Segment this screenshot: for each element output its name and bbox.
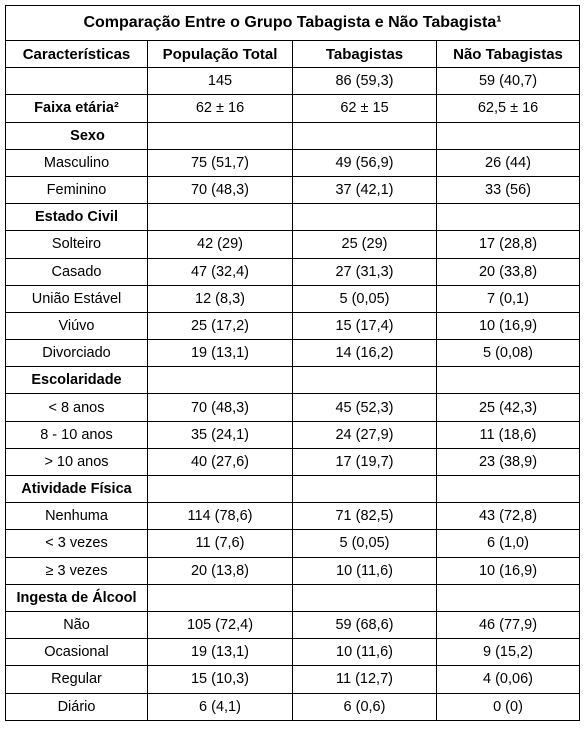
totals-row: [6, 68, 580, 95]
row-label: > 10 anos: [6, 448, 148, 475]
cell-total: 25 (17,2): [148, 312, 293, 339]
empty-cell: [148, 367, 293, 394]
empty-cell: [437, 476, 580, 503]
cell-non-smokers: 5 (0,08): [437, 340, 580, 367]
row-label: Viúvo: [6, 312, 148, 339]
cell-non-smokers: 17 (28,8): [437, 231, 580, 258]
cell-total: 15 (10,3): [148, 666, 293, 693]
cell-non-smokers: 6 (1,0): [437, 530, 580, 557]
table-row: [6, 394, 580, 421]
cell-non-smokers: 43 (72,8): [437, 503, 580, 530]
empty-cell: [148, 122, 293, 149]
cell-total: 20 (13,8): [148, 557, 293, 584]
table-title: Comparação Entre o Grupo Tabagista e Não Tabagista¹: [6, 6, 580, 41]
empty-cell: [293, 476, 437, 503]
cell-smokers: 49 (56,9): [293, 149, 437, 176]
empty-cell: [437, 367, 580, 394]
row-label: Feminino: [6, 176, 148, 203]
cell-total: 19 (13,1): [148, 340, 293, 367]
cell-total: 105 (72,4): [148, 611, 293, 638]
cell-total: 42 (29): [148, 231, 293, 258]
row-label: < 8 anos: [6, 394, 148, 421]
cell-smokers: 6 (0,6): [293, 693, 437, 720]
table-row: [6, 666, 580, 693]
empty-cell: [293, 204, 437, 231]
cell-total: 47 (32,4): [148, 258, 293, 285]
cell-non-smokers: 4 (0,06): [437, 666, 580, 693]
cell-smokers: 25 (29): [293, 231, 437, 258]
empty-cell: [148, 584, 293, 611]
cell-non-smokers: 7 (0,1): [437, 285, 580, 312]
empty-cell: [437, 122, 580, 149]
table-row: [6, 557, 580, 584]
section-title: Sexo: [6, 122, 148, 149]
totals-total: 145: [148, 68, 293, 95]
table-row: [6, 231, 580, 258]
cell-total: 35 (24,1): [148, 421, 293, 448]
section-header-row: [6, 204, 580, 231]
row-label: Casado: [6, 258, 148, 285]
age-total: 62 ± 16: [148, 95, 293, 122]
cell-smokers: 15 (17,4): [293, 312, 437, 339]
cell-non-smokers: 23 (38,9): [437, 448, 580, 475]
cell-total: 70 (48,3): [148, 176, 293, 203]
column-header-non-smokers: Não Tabagistas: [437, 41, 580, 68]
empty-cell: [293, 584, 437, 611]
cell-smokers: 37 (42,1): [293, 176, 437, 203]
cell-smokers: 24 (27,9): [293, 421, 437, 448]
row-label: União Estável: [6, 285, 148, 312]
table-row: [6, 611, 580, 638]
column-header-characteristics: Características: [6, 41, 148, 68]
cell-total: 19 (13,1): [148, 639, 293, 666]
row-label: < 3 vezes: [6, 530, 148, 557]
cell-non-smokers: 11 (18,6): [437, 421, 580, 448]
section-title: Escolaridade: [6, 367, 148, 394]
section-header-row: [6, 367, 580, 394]
table-row: [6, 530, 580, 557]
totals-non-smokers: 59 (40,7): [437, 68, 580, 95]
cell-smokers: 10 (11,6): [293, 639, 437, 666]
cell-smokers: 17 (19,7): [293, 448, 437, 475]
cell-non-smokers: 9 (15,2): [437, 639, 580, 666]
totals-smokers: 86 (59,3): [293, 68, 437, 95]
cell-total: 40 (27,6): [148, 448, 293, 475]
cell-smokers: 71 (82,5): [293, 503, 437, 530]
cell-smokers: 11 (12,7): [293, 666, 437, 693]
table-row: [6, 149, 580, 176]
row-label: Solteiro: [6, 231, 148, 258]
table-row: [6, 258, 580, 285]
section-header-row: [6, 476, 580, 503]
table-row: [6, 340, 580, 367]
cell-smokers: 59 (68,6): [293, 611, 437, 638]
cell-non-smokers: 46 (77,9): [437, 611, 580, 638]
table-row: [6, 176, 580, 203]
age-smokers: 62 ± 15: [293, 95, 437, 122]
table-row: [6, 448, 580, 475]
age-non-smokers: 62,5 ± 16: [437, 95, 580, 122]
row-label: Masculino: [6, 149, 148, 176]
row-label: Divorciado: [6, 340, 148, 367]
cell-non-smokers: 25 (42,3): [437, 394, 580, 421]
age-row: [6, 95, 580, 122]
cell-non-smokers: 26 (44): [437, 149, 580, 176]
totals-label: [6, 68, 148, 95]
row-label: Regular: [6, 666, 148, 693]
cell-total: 75 (51,7): [148, 149, 293, 176]
row-label: Nenhuma: [6, 503, 148, 530]
cell-non-smokers: 20 (33,8): [437, 258, 580, 285]
table-row: [6, 503, 580, 530]
cell-smokers: 14 (16,2): [293, 340, 437, 367]
section-title: Ingesta de Álcool: [6, 584, 148, 611]
table-row: [6, 285, 580, 312]
table-title-row: [6, 6, 580, 41]
empty-cell: [148, 204, 293, 231]
cell-non-smokers: 33 (56): [437, 176, 580, 203]
cell-total: 11 (7,6): [148, 530, 293, 557]
cell-total: 12 (8,3): [148, 285, 293, 312]
section-title: Atividade Física: [6, 476, 148, 503]
empty-cell: [148, 476, 293, 503]
table-header-row: [6, 41, 580, 68]
empty-cell: [437, 204, 580, 231]
cell-smokers: 10 (11,6): [293, 557, 437, 584]
comparison-table: [5, 5, 580, 721]
column-header-total-population: População Total: [148, 41, 293, 68]
footnote: [8, 733, 578, 739]
empty-cell: [293, 122, 437, 149]
row-label: ≥ 3 vezes: [6, 557, 148, 584]
table-row: [6, 639, 580, 666]
section-header-row: [6, 584, 580, 611]
cell-non-smokers: 10 (16,9): [437, 557, 580, 584]
row-label: Ocasional: [6, 639, 148, 666]
table-row: [6, 312, 580, 339]
empty-cell: [293, 367, 437, 394]
cell-non-smokers: 0 (0): [437, 693, 580, 720]
age-label: Faixa etária²: [6, 95, 148, 122]
cell-smokers: 45 (52,3): [293, 394, 437, 421]
cell-total: 6 (4,1): [148, 693, 293, 720]
cell-total: 114 (78,6): [148, 503, 293, 530]
cell-smokers: 5 (0,05): [293, 530, 437, 557]
row-label: Diário: [6, 693, 148, 720]
cell-total: 70 (48,3): [148, 394, 293, 421]
table-row: [6, 421, 580, 448]
column-header-smokers: Tabagistas: [293, 41, 437, 68]
row-label: Não: [6, 611, 148, 638]
cell-non-smokers: 10 (16,9): [437, 312, 580, 339]
row-label: 8 - 10 anos: [6, 421, 148, 448]
table-row: [6, 693, 580, 720]
section-header-row: [6, 122, 580, 149]
cell-smokers: 27 (31,3): [293, 258, 437, 285]
empty-cell: [437, 584, 580, 611]
cell-smokers: 5 (0,05): [293, 285, 437, 312]
section-title: Estado Civil: [6, 204, 148, 231]
